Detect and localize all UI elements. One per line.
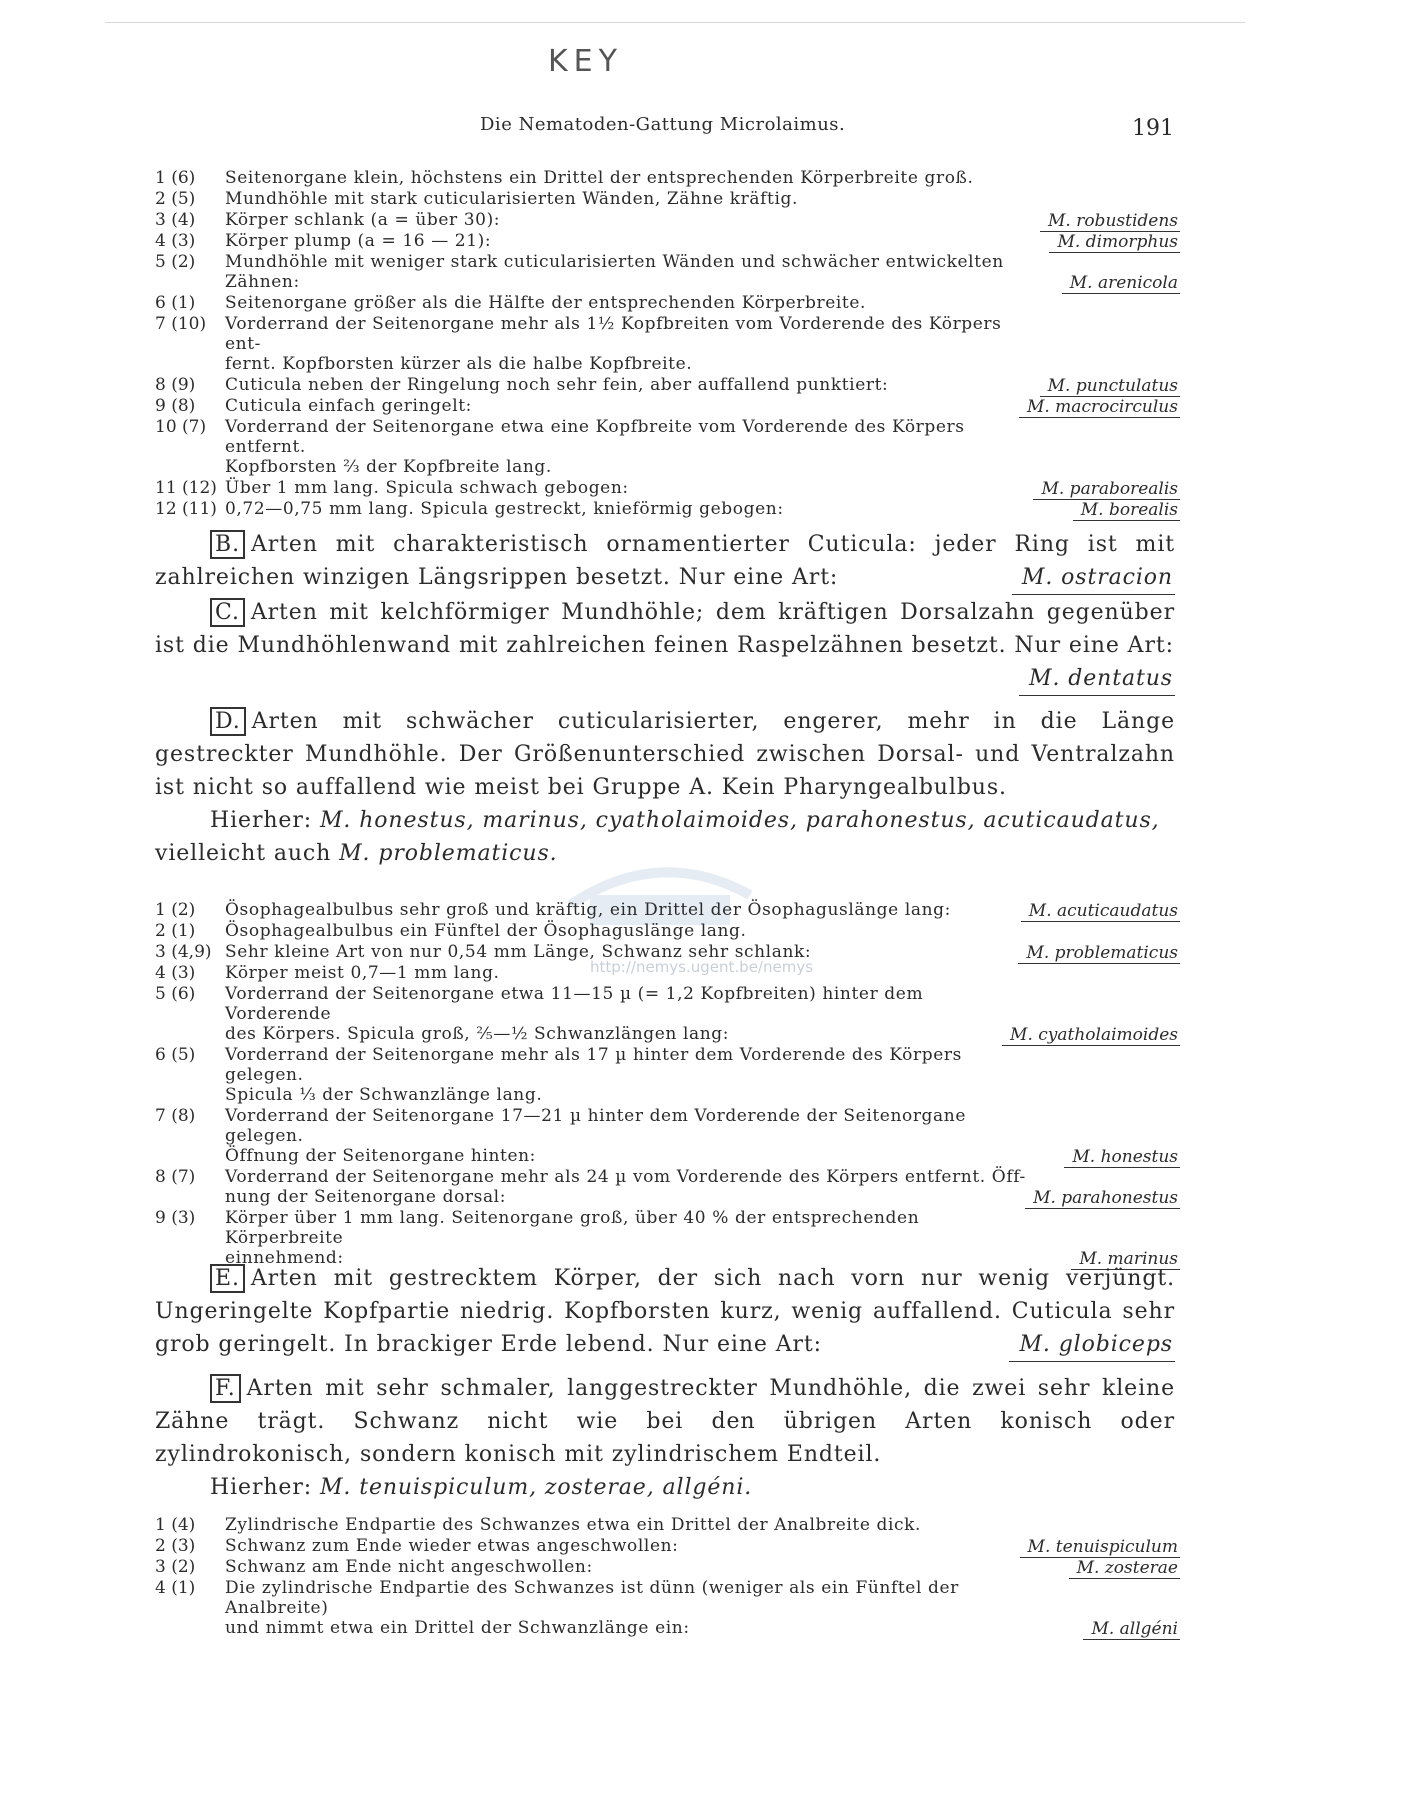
group-e-text: Arten mit gestrecktem Körper, der sich nach vorn nur wenig verjüngt. Ungeringelte Kopfpartie niedrig. Kopfborsten kurz, wenig auffallend. Cuticula sehr grob geringelt. In brackiger Erde lebend. Nur eine Art: <box>155 1266 1175 1357</box>
group-d-vielleicht-species: M. problematicus. <box>339 841 558 866</box>
key-entry-text: Körper über 1 mm lang. Seitenorgane groß, über 40 % der entsprechenden Körperbreite <box>225 1208 920 1248</box>
group-b <box>155 528 1175 595</box>
key-entry-number: 4 (3) <box>155 963 196 983</box>
key-entry <box>155 375 1180 395</box>
key-entry-number: 5 (2) <box>155 252 196 272</box>
key-entry-text: 0,72—0,75 mm lang. Spicula gestreckt, knieförmig gebogen: <box>225 499 784 519</box>
key-entry-species: M. macrocirculus <box>1019 397 1180 418</box>
key-entry-continuation: Spicula ⅓ der Schwanzlänge lang. <box>225 1085 543 1105</box>
group-c <box>155 596 1175 696</box>
key-entry-number: 3 (2) <box>155 1557 196 1577</box>
key-entry-text: Die zylindrische Endpartie des Schwanzes ist dünn (weniger als ein Fünftel der Analbreite) <box>225 1578 959 1618</box>
key-entry <box>155 1557 1180 1577</box>
key-entry-species: M. honestus <box>1064 1147 1180 1168</box>
key-group-a <box>155 168 1180 520</box>
key-entry <box>155 1578 1180 1638</box>
key-entry-species: M. cyatholaimoides <box>1002 1025 1180 1046</box>
key-entry <box>155 1167 1180 1207</box>
handwritten-key-note: KEY <box>548 44 623 79</box>
group-b-text: Arten mit charakteristisch ornamentierter Cuticula: jeder Ring ist mit zahlreichen winzigen Längsrippen besetzt. Nur eine Art: <box>155 532 1175 590</box>
key-entry-text: Vorderrand der Seitenorgane etwa eine Kopfbreite vom Vorderende des Körpers entfernt. <box>225 417 965 457</box>
group-c-species: M. dentatus <box>1019 662 1175 696</box>
running-header: Die Nematoden-Gattung Microlaimus. <box>480 114 846 135</box>
key-entry-text: Seitenorgane größer als die Hälfte der entsprechenden Körperbreite. <box>225 293 866 313</box>
key-entry <box>155 499 1180 519</box>
group-f-hierher-list: M. tenuispiculum, zosterae, allgéni. <box>319 1475 753 1500</box>
key-entry-text: Mundhöhle mit weniger stark cuticularisierten Wänden und schwächer entwickelten <box>225 252 1004 272</box>
watermark-url: http://nemys.ugent.be/nemys <box>590 958 814 976</box>
key-entry-species: M. parahonestus <box>1025 1188 1180 1209</box>
key-entry <box>155 1515 1180 1535</box>
key-entry-number: 1 (4) <box>155 1515 196 1535</box>
key-entry-number: 4 (3) <box>155 231 196 251</box>
key-entry-number: 7 (8) <box>155 1106 196 1126</box>
key-entry-number: 2 (1) <box>155 921 196 941</box>
key-entry <box>155 231 1180 251</box>
key-entry-number: 6 (5) <box>155 1045 196 1065</box>
group-d-hierher-label: Hierher: <box>210 808 313 833</box>
group-d-hierher-list: M. honestus, marinus, cyatholaimoides, parahonestus, acuticaudatus, <box>319 808 1160 833</box>
key-entry-number: 8 (7) <box>155 1167 196 1187</box>
key-entry-number: 3 (4,9) <box>155 942 212 962</box>
page-number: 191 <box>1132 116 1174 141</box>
key-entry <box>155 1045 1180 1105</box>
group-f <box>155 1372 1175 1504</box>
key-entry <box>155 314 1180 374</box>
key-entry <box>155 168 1180 188</box>
key-entry-number: 8 (9) <box>155 375 196 395</box>
group-f-text: Arten mit sehr schmaler, langgestreckter Mundhöhle, die zwei sehr kleine Zähne trägt. Schwanz nicht wie bei den übrigen Arten konisch oder zylindrokonisch, sondern konisch mit zylindrischem Endteil. <box>155 1376 1175 1467</box>
group-e-species: M. globiceps <box>1009 1328 1175 1362</box>
key-entry-text: Vorderrand der Seitenorgane mehr als 24 µ vom Vorderende des Körpers entfernt. Öff- <box>225 1167 1026 1187</box>
key-entry-species: M. acuticaudatus <box>1021 901 1180 922</box>
key-entry-text: Schwanz am Ende nicht angeschwollen: <box>225 1557 593 1577</box>
key-entry-number: 6 (1) <box>155 293 196 313</box>
key-entry-number: 7 (10) <box>155 314 207 334</box>
key-entry-continuation: Zähnen: <box>225 272 300 292</box>
key-entry-text: Vorderrand der Seitenorgane mehr als 1½ Kopfbreiten vom Vorderende des Körpers ent- <box>225 314 1002 354</box>
key-entry-text: Körper schlank (a = über 30): <box>225 210 501 230</box>
key-entry-species: M. punctulatus <box>1040 376 1180 397</box>
key-entry-number: 3 (4) <box>155 210 196 230</box>
key-entry <box>155 1106 1180 1166</box>
group-d-label: D. <box>210 707 246 736</box>
key-entry-text: Vorderrand der Seitenorgane etwa 11—15 µ (= 1,2 Kopfbreiten) hinter dem Vorderende <box>225 984 924 1024</box>
key-entry <box>155 478 1180 498</box>
key-group-d <box>155 900 1180 1269</box>
key-entry-species: M. arenicola <box>1062 273 1180 294</box>
key-entry-text: Zylindrische Endpartie des Schwanzes etwa ein Drittel der Analbreite dick. <box>225 1515 922 1535</box>
key-entry-number: 9 (3) <box>155 1208 196 1228</box>
group-f-hierher-label: Hierher: <box>210 1475 313 1500</box>
group-d-vielleicht: vielleicht auch <box>155 841 332 866</box>
key-entry-number: 10 (7) <box>155 417 207 437</box>
key-entry <box>155 984 1180 1044</box>
key-entry-continuation: einnehmend: <box>225 1248 344 1268</box>
key-entry-continuation: Kopfborsten ⅔ der Kopfbreite lang. <box>225 457 552 477</box>
group-c-label: C. <box>210 598 245 627</box>
key-entry-species: M. tenuispiculum <box>1020 1537 1180 1558</box>
key-entry-text: Cuticula einfach geringelt: <box>225 396 473 416</box>
key-entry-number: 1 (2) <box>155 900 196 920</box>
key-entry <box>155 900 1180 920</box>
key-entry <box>155 921 1180 941</box>
key-entry <box>155 210 1180 230</box>
key-entry-text: Vorderrand der Seitenorgane mehr als 17 µ hinter dem Vorderende des Körpers gelegen. <box>225 1045 962 1085</box>
key-entry <box>155 417 1180 477</box>
key-entry-species: M. robustidens <box>1040 211 1180 232</box>
key-entry-species: M. allgéni <box>1083 1619 1180 1640</box>
group-b-label: B. <box>210 530 245 559</box>
group-c-text: Arten mit kelchförmiger Mundhöhle; dem kräftigen Dorsalzahn gegenüber ist die Mundhöhlenwand mit zahlreichen feinen Raspelzähnen besetzt. Nur eine Art: <box>155 600 1175 658</box>
key-entry-number: 4 (1) <box>155 1578 196 1598</box>
key-entry-continuation: und nimmt etwa ein Drittel der Schwanzlänge ein: <box>225 1618 690 1638</box>
key-entry <box>155 293 1180 313</box>
key-entry-text: Über 1 mm lang. Spicula schwach gebogen: <box>225 478 629 498</box>
key-group-f <box>155 1515 1180 1639</box>
key-entry <box>155 189 1180 209</box>
key-entry-number: 1 (6) <box>155 168 196 188</box>
key-entry-species: M. marinus <box>1071 1249 1180 1270</box>
key-entry-continuation: nung der Seitenorgane dorsal: <box>225 1187 507 1207</box>
group-d-text: Arten mit schwächer cuticularisierter, engerer, mehr in die Länge gestreckter Mundhöhle. Der Größenunterschied zwischen Dorsal- und Ventralzahn ist nicht so auffallend wie meist bei Gruppe A. Kein Pharyngealbulbus. <box>155 709 1175 800</box>
key-entry-continuation: Öffnung der Seitenorgane hinten: <box>225 1146 537 1166</box>
key-entry-number: 2 (3) <box>155 1536 196 1556</box>
key-entry-number: 11 (12) <box>155 478 217 498</box>
key-entry-species: M. paraborealis <box>1033 479 1180 500</box>
key-entry-species: M. zosterae <box>1069 1558 1180 1579</box>
group-b-species: M. ostracion <box>1012 561 1175 595</box>
group-f-label: F. <box>210 1374 241 1403</box>
key-entry-text: Schwanz zum Ende wieder etwas angeschwollen: <box>225 1536 679 1556</box>
key-entry-text: Körper meist 0,7—1 mm lang. <box>225 963 500 983</box>
key-entry-text: Seitenorgane klein, höchstens ein Drittel der entsprechenden Körperbreite groß. <box>225 168 974 188</box>
key-entry-number: 5 (6) <box>155 984 196 1004</box>
group-e-label: E. <box>210 1264 245 1293</box>
key-entry-continuation: fernt. Kopfborsten kürzer als die halbe Kopfbreite. <box>225 354 693 374</box>
key-entry-number: 2 (5) <box>155 189 196 209</box>
key-entry-continuation: des Körpers. Spicula groß, ⅖—½ Schwanzlängen lang: <box>225 1024 730 1044</box>
key-entry <box>155 396 1180 416</box>
key-entry-number: 12 (11) <box>155 499 217 519</box>
key-entry-text: Cuticula neben der Ringelung noch sehr fein, aber auffallend punktiert: <box>225 375 889 395</box>
key-entry-number: 9 (8) <box>155 396 196 416</box>
key-entry-text: Sehr kleine Art von nur 0,54 mm Länge, Schwanz sehr schlank: <box>225 942 812 962</box>
scan-edge-line <box>105 22 1245 23</box>
key-entry <box>155 1536 1180 1556</box>
key-entry-text: Vorderrand der Seitenorgane 17—21 µ hinter dem Vorderende der Seitenorgane gelegen. <box>225 1106 966 1146</box>
key-entry-text: Ösophagealbulbus sehr groß und kräftig, ein Drittel der Ösophaguslänge lang: <box>225 900 951 920</box>
key-entry-species: M. borealis <box>1073 500 1180 521</box>
key-entry-text: Ösophagealbulbus ein Fünftel der Ösophaguslänge lang. <box>225 921 747 941</box>
key-entry-text: Körper plump (a = 16 — 21): <box>225 231 492 251</box>
key-entry-species: M. dimorphus <box>1049 232 1180 253</box>
key-entry-species: M. problematicus <box>1018 943 1180 964</box>
group-e <box>155 1262 1175 1362</box>
key-entry <box>155 252 1180 292</box>
key-entry <box>155 1208 1180 1268</box>
key-entry-text: Mundhöhle mit stark cuticularisierten Wänden, Zähne kräftig. <box>225 189 798 209</box>
